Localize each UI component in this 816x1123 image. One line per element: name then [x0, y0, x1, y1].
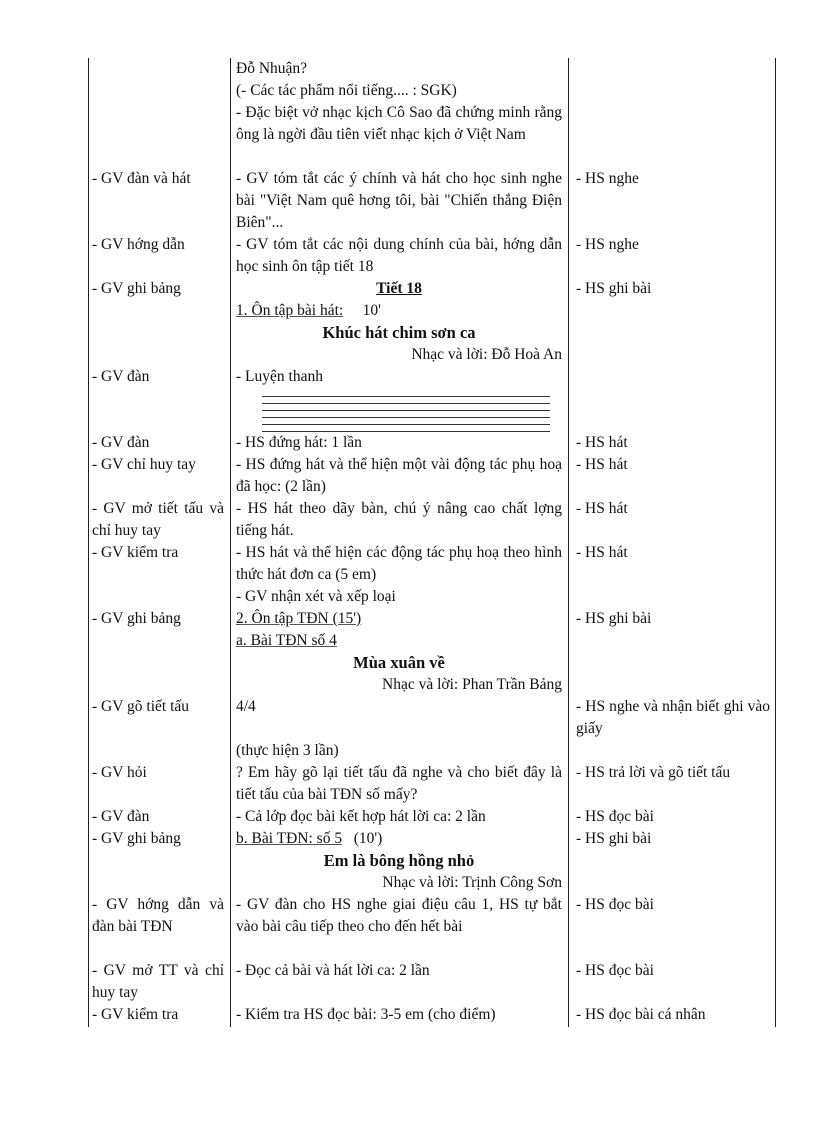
staff-line — [262, 403, 550, 404]
student-activity: - HS đọc bài — [576, 896, 654, 913]
section-1-label: 1. Ôn tập bài hát: — [236, 302, 344, 319]
teacher-activity: - GV hớng dẫn và đàn bài TĐN — [92, 896, 224, 935]
student-activity: - HS ghi bài — [576, 610, 652, 627]
lesson-content: - Đọc cả bài và hát lời ca: 2 lần — [236, 962, 430, 979]
teacher-activity: - GV kiểm tra — [92, 1006, 179, 1023]
teacher-activity: - GV mở TT và chỉ huy tay — [92, 962, 224, 1001]
lesson-content: - Cả lớp đọc bài kết hợp hát lời ca: 2 lần — [236, 808, 486, 825]
staff-line — [262, 424, 550, 425]
student-activity: - HS nghe — [576, 236, 639, 253]
song-3-title: Em là bông hồng nhỏ — [323, 851, 475, 870]
teacher-activity: - GV gõ tiết tấu — [92, 698, 190, 715]
student-activity: - HS ghi bài — [576, 280, 652, 297]
teacher-activity: - GV ghi bảng — [92, 280, 181, 297]
lesson-content: - GV tóm tắt các nội dung chính của bài, hớng dẫn học sinh ôn tập tiết 18 — [236, 236, 562, 275]
lesson-content: ? Em hãy gõ lại tiết tấu đã nghe và cho biết đây là tiết tấu của bài TĐN số mấy? — [236, 764, 562, 803]
table-border-right — [775, 58, 776, 1027]
staff-line — [262, 417, 550, 418]
song-2-author: Nhạc và lời: Phan Trần Bảng — [382, 676, 562, 693]
lesson-content: (- Các tác phẩm nổi tiếng.... : SGK) — [236, 82, 457, 99]
song-1-author: Nhạc và lời: Đỗ Hoà An — [411, 346, 562, 363]
lesson-content: Đỗ Nhuận? — [236, 60, 308, 77]
lesson-content: - HS đứng hát: 1 lần — [236, 434, 362, 451]
table-divider-1 — [230, 58, 231, 1027]
lesson-content: (thực hiện 3 lần) — [236, 742, 339, 759]
student-activity: - HS hát — [576, 456, 628, 473]
staff-line — [262, 396, 550, 397]
lesson-content: - GV đàn cho HS nghe giai điệu câu 1, HS tự bắt vào bài câu tiếp theo cho đến hết bài — [236, 896, 562, 935]
student-activity: - HS đọc bài — [576, 962, 654, 979]
teacher-activity: - GV mở tiết tấu và chỉ huy tay — [92, 500, 224, 539]
section-2b-label: b. Bài TĐN: số 5 — [236, 830, 343, 847]
lesson-content: - Luyện thanh — [236, 368, 323, 385]
student-activity: - HS hát — [576, 434, 628, 451]
student-activity: - HS đọc bài cá nhân — [576, 1006, 706, 1023]
teacher-activity: - GV đàn — [92, 434, 150, 451]
student-activity: - HS hát — [576, 544, 628, 561]
teacher-activity: - GV ghi bảng — [92, 610, 181, 627]
table-divider-2 — [568, 58, 569, 1027]
table-border-left — [88, 58, 89, 1027]
student-activity: - HS nghe và nhận biết ghi vào giấy — [576, 698, 770, 737]
lesson-content: - Đặc biệt vở nhạc kịch Cô Sao đã chứng minh rằng ông là ngời đầu tiên viết nhạc kịch ở Việt Nam — [236, 104, 562, 143]
lesson-content: - HS hát và thể hiện các động tác phụ hoạ theo hình thức hát đơn ca (5 em) — [236, 544, 562, 583]
song-3-author: Nhạc và lời: Trịnh Công Sơn — [382, 874, 562, 891]
teacher-activity: - GV đàn — [92, 808, 150, 825]
lesson-content: - GV tóm tắt các ý chính và hát cho học sinh nghe bài "Việt Nam quê hơng tôi, bài "Chiến thắng Điện Biên"... — [236, 170, 562, 231]
teacher-activity: - GV đàn và hát — [92, 170, 191, 187]
lesson-content: 4/4 — [236, 698, 256, 715]
lesson-content: - HS hát theo dãy bàn, chú ý nâng cao chất lợng tiếng hát. — [236, 500, 562, 539]
teacher-activity: - GV đàn — [92, 368, 150, 385]
section-2b-heading — [236, 828, 562, 850]
section-2a-heading: a. Bài TĐN số 4 — [236, 632, 337, 649]
staff-line — [262, 431, 550, 432]
section-2b-time: (10') — [353, 830, 383, 847]
teacher-activity: - GV ghi bảng — [92, 830, 181, 847]
song-1-title: Khúc hát chim sơn ca — [322, 323, 476, 342]
teacher-activity: - GV kiểm tra — [92, 544, 179, 561]
teacher-activity: - GV hỏi — [92, 764, 147, 781]
student-activity: - HS trả lời và gõ tiết tấu — [576, 764, 731, 781]
lesson-number-heading: Tiết 18 — [376, 280, 422, 297]
teacher-activity: - GV hớng dẫn — [92, 236, 185, 253]
student-activity: - HS ghi bài — [576, 830, 652, 847]
student-activity: - HS đọc bài — [576, 808, 654, 825]
student-activity: - HS hát — [576, 500, 628, 517]
section-2-heading: 2. Ôn tập TĐN (15') — [236, 610, 362, 627]
lesson-content: - Kiểm tra HS đọc bài: 3-5 em (cho điểm) — [236, 1006, 496, 1023]
student-activity: - HS nghe — [576, 170, 639, 187]
lesson-content: - HS đứng hát và thể hiện một vài động tác phụ hoạ đã học: (2 lần) — [236, 456, 562, 495]
teacher-activity: - GV chỉ huy tay — [92, 456, 196, 473]
staff-line — [262, 410, 550, 411]
section-1-time: 10' — [362, 302, 381, 319]
song-2-title: Mùa xuân về — [353, 653, 445, 672]
section-1-heading — [236, 300, 562, 322]
lesson-content: - GV nhận xét và xếp loại — [236, 588, 396, 605]
